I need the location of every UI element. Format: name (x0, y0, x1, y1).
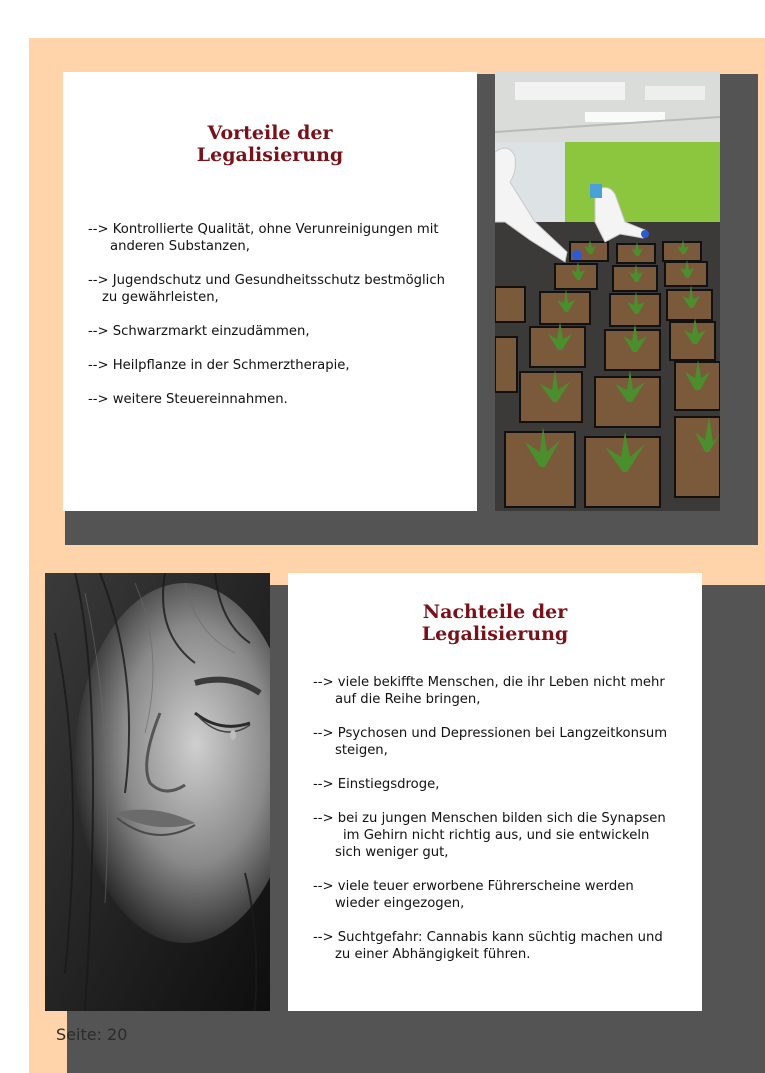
list-item-text: --> Kontrollierte Qualität, ohne Verunreinigungen mit (88, 222, 439, 237)
list-item-continuation: auf die Reihe bringen, (335, 692, 481, 707)
disadvantages-title-line1: Nachteile der (422, 601, 568, 623)
list-item (313, 929, 678, 963)
list-item-continuation: zu einer Abhängigkeit führen. (335, 947, 531, 962)
disadvantages-title-line2: Legalisierung (421, 623, 569, 645)
list-item-continuation: steigen, (335, 743, 388, 758)
list-item-continuation: im Gehirn nicht richtig aus, und sie entwickeln (343, 828, 650, 843)
advantages-list (88, 221, 458, 425)
disadvantages-title (288, 601, 702, 645)
list-item-text: --> viele bekiffte Menschen, die ihr Leben nicht mehr (313, 675, 665, 690)
list-item-text: --> Psychosen und Depressionen bei Langzeitkonsum (313, 726, 668, 741)
greenhouse-illustration (495, 72, 720, 511)
list-item (88, 323, 458, 340)
advantages-title-line1: Vorteile der (207, 122, 333, 144)
advantages-title (63, 122, 477, 166)
list-item-continuation: zu gewährleisten, (102, 290, 219, 305)
disadvantages-list (313, 674, 678, 980)
list-item (88, 357, 458, 374)
list-item (313, 725, 678, 759)
list-item-text: --> Suchtgefahr: Cannabis kann süchtig machen und (313, 930, 663, 945)
disadvantages-card (288, 573, 702, 1011)
list-item-text: --> Einstiegsdroge, (313, 777, 440, 792)
list-item-text: --> Jugendschutz und Gesundheitsschutz bestmöglich (88, 273, 445, 288)
list-item-continuation: anderen Substanzen, (110, 239, 250, 254)
list-item-text: --> weitere Steuereinnahmen. (88, 392, 288, 407)
list-item (88, 272, 458, 306)
page-number: Seite: 20 (56, 1025, 128, 1044)
list-item-text: --> viele teuer erworbene Führerscheine werden (313, 879, 634, 894)
list-item (88, 221, 458, 255)
advantages-title-line2: Legalisierung (196, 144, 344, 166)
greenhouse-photo (495, 72, 720, 511)
list-item (313, 674, 678, 708)
woman-photo (45, 573, 270, 1011)
list-item-text: --> Schwarzmarkt einzudämmen, (88, 324, 310, 339)
list-item (313, 878, 678, 912)
list-item-text: --> bei zu jungen Menschen bilden sich die Synapsen (313, 811, 666, 826)
advantages-card (63, 72, 477, 511)
list-item-text: --> Heilpflanze in der Schmerztherapie, (88, 358, 350, 373)
list-item (313, 810, 678, 861)
list-item (88, 391, 458, 408)
list-item-continuation: wieder eingezogen, (335, 896, 465, 911)
list-item (313, 776, 678, 793)
woman-illustration (45, 573, 270, 1011)
list-item-continuation: sich weniger gut, (335, 845, 449, 860)
